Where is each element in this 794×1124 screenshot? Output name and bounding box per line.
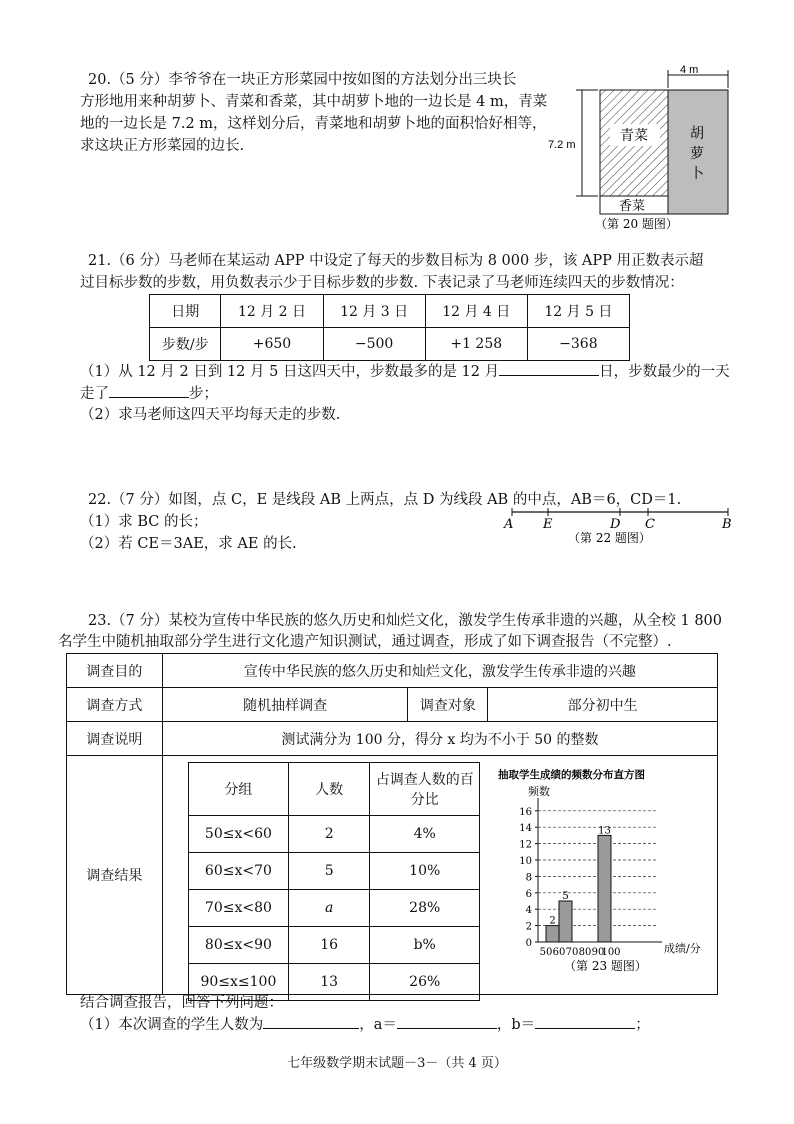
report-value: 测试满分为 100 分，得分 x 均为不小于 50 的整数 — [162, 722, 717, 756]
table-cell: a — [288, 890, 370, 927]
point-B: B — [722, 517, 732, 532]
q21-part2: （2）求马老师这四天平均每天走的步数. — [80, 407, 341, 423]
table-cell: 60≤x<70 — [189, 853, 289, 890]
bar-data-label: 2 — [549, 915, 556, 927]
bar-data-label: 13 — [598, 825, 611, 837]
report-label: 调查方式 — [67, 688, 163, 722]
dim-4m-label: 4 m — [680, 64, 699, 76]
q23-part1-text-b: ，a＝ — [359, 1017, 397, 1033]
q20-line2: 方形地用来种胡萝卜、青菜和香菜，其中胡萝卜地的一边长是 4 m，青菜 — [80, 94, 548, 110]
table-cell: +650 — [221, 328, 323, 361]
table-header: 人数 — [288, 763, 370, 816]
table-cell: 16 — [288, 927, 370, 964]
report-label: 调查目的 — [67, 654, 163, 688]
table-cell: +1 258 — [425, 328, 527, 361]
answer-blank[interactable] — [263, 1013, 359, 1029]
q23-line2: 名学生中随机抽取部分学生进行文化遗产知识测试，通过调查，形成了如下调查报告（不完整）. — [58, 634, 672, 650]
q23-frequency-table — [188, 762, 480, 1001]
q21-part1-text-d: 步； — [189, 386, 218, 402]
y-tick-label: 12 — [519, 839, 532, 851]
table-cell: 日期 — [150, 295, 221, 328]
table-cell: 12 月 3 日 — [323, 295, 425, 328]
q21-part1-text-c: 走了 — [80, 386, 109, 402]
q20-figure — [540, 62, 760, 240]
table-cell: −368 — [527, 328, 629, 361]
y-tick-label: 14 — [519, 823, 532, 835]
report-label: 调查结果 — [67, 756, 163, 995]
point-E: E — [543, 517, 553, 532]
q20-line3: 地的一边长是 7.2 m，这样划分后，青菜地和胡萝卜地的面积恰好相等， — [80, 116, 547, 132]
q23-after: 结合调查报告，回答下列问题： — [80, 995, 283, 1011]
point-D: D — [610, 517, 621, 532]
q20-caption: （第 20 题图） — [595, 217, 678, 231]
y-tick-label: 16 — [519, 806, 532, 818]
table-cell: b% — [370, 927, 480, 964]
answer-blank[interactable] — [535, 1013, 635, 1029]
q23-histogram — [492, 764, 714, 984]
table-cell: 28% — [370, 890, 480, 927]
q21-part1-text-b: 日，步数最少的一天 — [599, 364, 730, 380]
dim-72m-label: 7.2 m — [548, 139, 576, 151]
table-row — [189, 890, 480, 927]
q22-caption: （第 22 题图） — [568, 531, 651, 545]
table-header: 占调查人数的百分比 — [370, 763, 480, 816]
y-tick-label: 6 — [525, 888, 532, 900]
x-tick-label: 80 — [578, 947, 592, 958]
chart-caption: （第 23 题图） — [564, 959, 647, 973]
answer-blank[interactable] — [397, 1013, 497, 1029]
table-row — [67, 722, 718, 756]
histogram-bar — [559, 901, 572, 942]
page-footer: 七年级数学期末试题－3－（共 4 页） — [287, 1056, 507, 1071]
table-cell: 10% — [370, 853, 480, 890]
table-cell: 80≤x<90 — [189, 927, 289, 964]
table-cell: 90≤x≤100 — [189, 964, 289, 1001]
y-tick-label: 8 — [525, 872, 532, 884]
x-tick-label: 100 — [601, 947, 621, 958]
carrot-label-2: 萝 — [690, 146, 704, 162]
table-row — [150, 295, 630, 328]
y-tick-label: 4 — [525, 905, 532, 917]
q23-part1-text-a: （1）本次调查的学生人数为 — [80, 1017, 264, 1033]
answer-blank[interactable] — [109, 382, 189, 398]
table-cell: 12 月 4 日 — [425, 295, 527, 328]
q22-part2: （2）若 CE＝3AE，求 AE 的长. — [80, 536, 297, 552]
table-cell: 12 月 5 日 — [527, 295, 629, 328]
histogram-bar — [598, 835, 611, 942]
y-tick-label: 0 — [525, 938, 532, 949]
table-row — [189, 853, 480, 890]
carrot-label-1: 胡 — [690, 126, 704, 142]
x-tick-label: 70 — [565, 947, 579, 958]
q21-steps-table — [149, 294, 630, 361]
q22-line1: 22.（7 分）如图，点 C，E 是线段 AB 上两点，点 D 为线段 AB 的中点，AB＝6，CD＝1. — [88, 492, 682, 508]
report-value: 部分初中生 — [488, 688, 718, 722]
q22-figure — [500, 504, 745, 546]
table-cell: −500 — [323, 328, 425, 361]
table-cell: 2 — [288, 816, 370, 853]
table-cell: 4% — [370, 816, 480, 853]
histogram-bar — [546, 926, 559, 942]
x-tick-label: 50 — [539, 947, 553, 958]
q21-line1: 21.（6 分）马老师在某运动 APP 中设定了每天的步数目标为 8 000 步，该 APP 用正数表示超 — [88, 253, 704, 269]
table-header: 分组 — [189, 763, 289, 816]
q20-line4: 求这块正方形菜园的边长. — [80, 138, 245, 154]
q20-line1: 20.（5 分）李爷爷在一块正方形菜园中按如图的方法划分出三块长 — [88, 72, 517, 88]
xiangcai-label: 香菜 — [619, 199, 646, 214]
table-row — [189, 816, 480, 853]
carrot-label-3: 卜 — [690, 166, 704, 182]
table-row — [67, 688, 718, 722]
q21-part1 — [80, 360, 730, 383]
q22-part1: （1）求 BC 的长； — [80, 514, 208, 530]
x-tick-label: 90 — [591, 947, 605, 958]
q23-part1-text-c: ，b＝ — [496, 1017, 536, 1033]
table-row — [67, 654, 718, 688]
table-row — [150, 328, 630, 361]
q23-part1-text-d: ； — [635, 1017, 650, 1033]
table-cell: 70≤x<80 — [189, 890, 289, 927]
point-C: C — [645, 517, 655, 532]
q21-part1-text-a: （1）从 12 月 2 日到 12 月 5 日这四天中，步数最多的是 12 月 — [80, 364, 500, 380]
table-row — [189, 927, 480, 964]
table-cell: 12 月 2 日 — [221, 295, 323, 328]
report-label: 调查说明 — [67, 722, 163, 756]
report-value: 随机抽样调查 — [162, 688, 408, 722]
q21-line2: 过目标步数的步数，用负数表示少于目标步数的步数. 下表记录了马老师连续四天的步数情况： — [80, 275, 684, 291]
q23-part1 — [80, 1013, 650, 1036]
q21-part1-cont — [80, 382, 218, 405]
y-tick-label: 2 — [525, 921, 532, 933]
report-label: 调查对象 — [408, 688, 488, 722]
chart-xlabel: 成绩/分 — [664, 942, 701, 955]
qingcai-label: 青菜 — [620, 128, 648, 144]
answer-blank[interactable] — [499, 360, 599, 376]
table-cell: 步数/步 — [150, 328, 221, 361]
bar-data-label: 5 — [562, 891, 569, 902]
point-A: A — [504, 517, 514, 532]
q23-line1: 23.（7 分）某校为宣传中华民族的悠久历史和灿烂文化，激发学生传承非遗的兴趣，从全校 1 800 — [88, 613, 723, 629]
chart-title: 抽取学生成绩的频数分布直方图 — [498, 769, 645, 781]
table-cell: 26% — [370, 964, 480, 1001]
chart-ylabel: 频数 — [528, 785, 550, 798]
report-value: 宣传中华民族的悠久历史和灿烂文化，激发学生传承非遗的兴趣 — [162, 654, 717, 688]
table-cell: 50≤x<60 — [189, 816, 289, 853]
table-cell: 13 — [288, 964, 370, 1001]
x-tick-label: 60 — [552, 947, 566, 958]
table-row — [189, 763, 480, 816]
y-tick-label: 10 — [519, 856, 532, 867]
table-cell: 5 — [288, 853, 370, 890]
